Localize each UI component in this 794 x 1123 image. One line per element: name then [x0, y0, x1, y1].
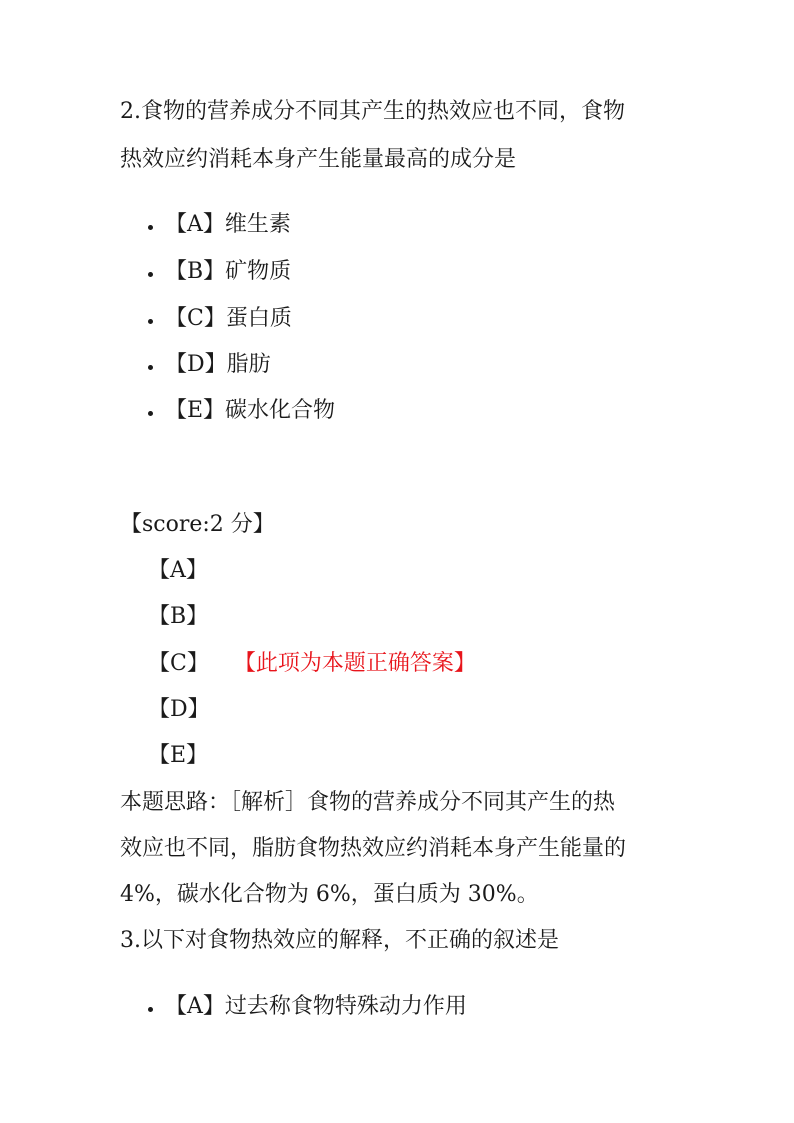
- answer-c: [148, 649, 476, 679]
- bullet-icon: [148, 225, 153, 230]
- question-3-option-a: 【A】过去称食物特殊动力作用: [148, 992, 467, 1022]
- bullet-icon: [148, 272, 153, 277]
- answer-c-label: 【C】: [148, 651, 209, 676]
- question-2-option-b: 【B】矿物质: [148, 257, 291, 287]
- question-2-option-d: 【D】脂肪: [148, 350, 271, 380]
- analysis-line-3: 4%，碳水化合物为 6%，蛋白质为 30%。: [120, 882, 539, 907]
- question-2-option-c: 【C】蛋白质: [148, 304, 292, 334]
- bullet-icon: [148, 411, 153, 416]
- answer-b: 【B】: [148, 604, 209, 629]
- answer-e: 【E】: [148, 743, 209, 768]
- question-3-text: 3.以下对食物热效应的解释，不正确的叙述是: [120, 928, 559, 953]
- analysis-line-1: 本题思路：［解析］食物的营养成分不同其产生的热: [120, 790, 616, 815]
- answer-a: 【A】: [148, 558, 208, 583]
- question-2-option-a: 【A】维生素: [148, 210, 291, 240]
- bullet-icon: [148, 1007, 153, 1012]
- bullet-icon: [148, 319, 153, 324]
- answer-d: 【D】: [148, 697, 210, 722]
- question-2-text-line-1: 2.食物的营养成分不同其产生的热效应也不同，食物: [120, 99, 625, 124]
- analysis-line-2: 效应也不同，脂肪食物热效应约消耗本身产生能量的: [120, 836, 627, 861]
- bullet-icon: [148, 365, 153, 370]
- question-2-text-line-2: 热效应约消耗本身产生能量最高的成分是: [120, 147, 517, 172]
- correct-answer-note: 【此项为本题正确答案】: [244, 651, 476, 676]
- score-label: 【score:2 分】: [120, 512, 275, 537]
- question-2-option-e: 【E】碳水化合物: [148, 396, 335, 426]
